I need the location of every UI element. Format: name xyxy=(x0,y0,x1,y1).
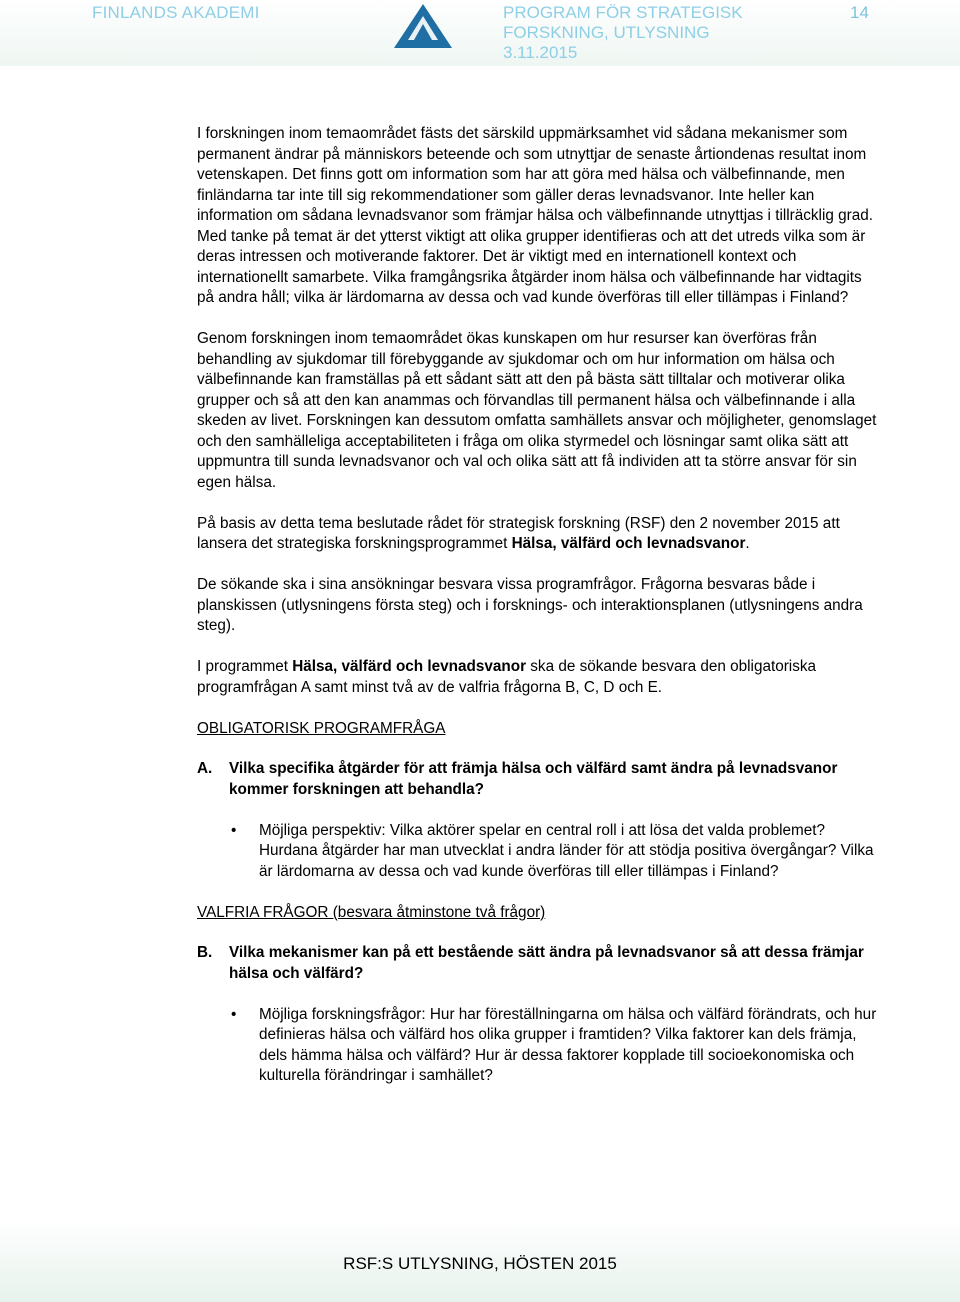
bullet-a xyxy=(229,821,877,883)
page-header xyxy=(0,0,960,66)
paragraph-3-text: På basis av detta tema beslutade rådet för strategisk forskning (RSF) den 2 november 2015 att lansera det strategiska forskningsprogrammet xyxy=(197,514,840,552)
program-name-bold-2: Hälsa, välfärd och levnadsvanor xyxy=(292,658,527,675)
paragraph-2: Genom forskningen inom temaområdet ökas kunskapen om hur resurser kan överföras från behandling av sjukdomar till förebyggande av sjukdomar och om hur information om hälsa och välbefinnande kan framställas på ett sådant sätt att den på bästa sätt tilltalar och motiverar olika grupper och så att den kan anammas och förvandlas till permanent hälsa och välbefinnande i alla skeden av livet. Forskningen kan dessutom omfatta samhällets ansvar och möjligheter, genomslaget och den samhälleliga acceptabiliteten i fråga om olika styrmedel och lösningar samt olika sätt att uppmuntra till sunda levnadsvanor och val och olika sätt att få individen att ta större ansvar för sin egen hälsa. xyxy=(197,330,877,491)
program-name-bold: Hälsa, välfärd och levnadsvanor xyxy=(511,535,746,552)
heading-mandatory-question: OBLIGATORISK PROGRAMFRÅGA xyxy=(197,719,446,737)
paragraph-1: I forskningen inom temaområdet fästs det särskild uppmärksamhet vid sådana mekanismer som permanent ändrar på människors beteende och som utnyttjar de senaste årtiondenas resultat inom vetenskapen. Det finns gott om information som har att göra med hälsa och välbefinnande, men finländarna tar inte till sig rekommendationer som gäller deras levnadsvanor. Inte heller kan information om sådana levnadsvanor som främjar hälsa och välbefinnande utnyttjas i tillräcklig grad. Med tanke på temat är det ytterst viktigt att olika grupper identifieras och att det utreds vilka som är deras intressen och motiverande faktorer. Det är viktigt med en internationell kontext och internationellt samarbete. Vilka framgångsrika åtgärder inom hälsa och välbefinnande har vidtagits på andra håll; vilka är lärdomarna av dessa och vad kunde överföras till eller tillämpas i Finland? xyxy=(197,125,873,306)
paragraph-4: De sökande ska i sina ansökningar besvara vissa programfrågor. Frågorna besvaras både i planskissen (utlysningens första steg) och i forsknings- och interaktionsplanen (utlysningens andra steg). xyxy=(197,576,863,634)
question-b xyxy=(197,943,877,984)
paragraph-5 xyxy=(197,657,877,698)
paragraph-3-end: . xyxy=(745,535,750,552)
header-program-line2: FORSKNING, UTLYSNING xyxy=(503,23,710,42)
paragraph-5-end: ska de sökande besvara den obligatoriska programfrågan A samt minst två av de valfria frågorna B, C, D och E. xyxy=(197,658,817,696)
page-number: 14 xyxy=(850,3,869,22)
header-org-name: FINLANDS AKADEMI xyxy=(92,3,260,22)
question-b-letter: B. xyxy=(197,944,213,961)
header-program-title xyxy=(503,3,743,63)
question-a-text: Vilka specifika åtgärder för att främja hälsa och välfärd samt ändra på levnadsvanor kommer forskningen att behandla? xyxy=(229,760,838,798)
bullet-b-text: Möjliga forskningsfrågor: Hur har föreställningarna om hälsa och välfärd förändrats, och hur definieras hälsa och välfärd hos olika grupper i framtiden? Vilka faktorer kan dels främja, dels hämma hälsa och välfärd? Hur är dessa faktorer kopplade till socioekonomiska och kulturella förändringar i samhället? xyxy=(259,1005,877,1084)
header-program-line1: PROGRAM FÖR STRATEGISK xyxy=(503,3,743,22)
bullet-b xyxy=(229,1005,877,1087)
academy-triangle-logo-icon xyxy=(392,2,454,50)
paragraph-3 xyxy=(197,514,877,555)
bullet-a-text: Möjliga perspektiv: Vilka aktörer spelar en central roll i att lösa det valda problemet? Hurdana åtgärder har man utvecklat i andra länder för att stödja positiva övergångar? Vilka är lärdomarna av dessa och vad kunde överföras till eller tillämpas i Finland? xyxy=(259,821,874,880)
document-body xyxy=(197,124,877,1107)
question-a xyxy=(197,759,877,800)
bullet-icon: • xyxy=(231,821,237,839)
paragraph-5-text: I programmet xyxy=(197,658,293,675)
footer-text: RSF:S UTLYSNING, HÖSTEN 2015 xyxy=(343,1254,617,1273)
bullet-icon: • xyxy=(231,1005,237,1023)
header-date: 3.11.2015 xyxy=(503,43,578,62)
heading-optional-questions: VALFRIA FRÅGOR (besvara åtminstone två frågor) xyxy=(197,903,546,921)
question-a-letter: A. xyxy=(197,760,213,777)
question-b-text: Vilka mekanismer kan på ett bestående sätt ändra på levnadsvanor så att dessa främjar hälsa och välfärd? xyxy=(229,944,864,982)
page-footer xyxy=(0,1220,960,1302)
